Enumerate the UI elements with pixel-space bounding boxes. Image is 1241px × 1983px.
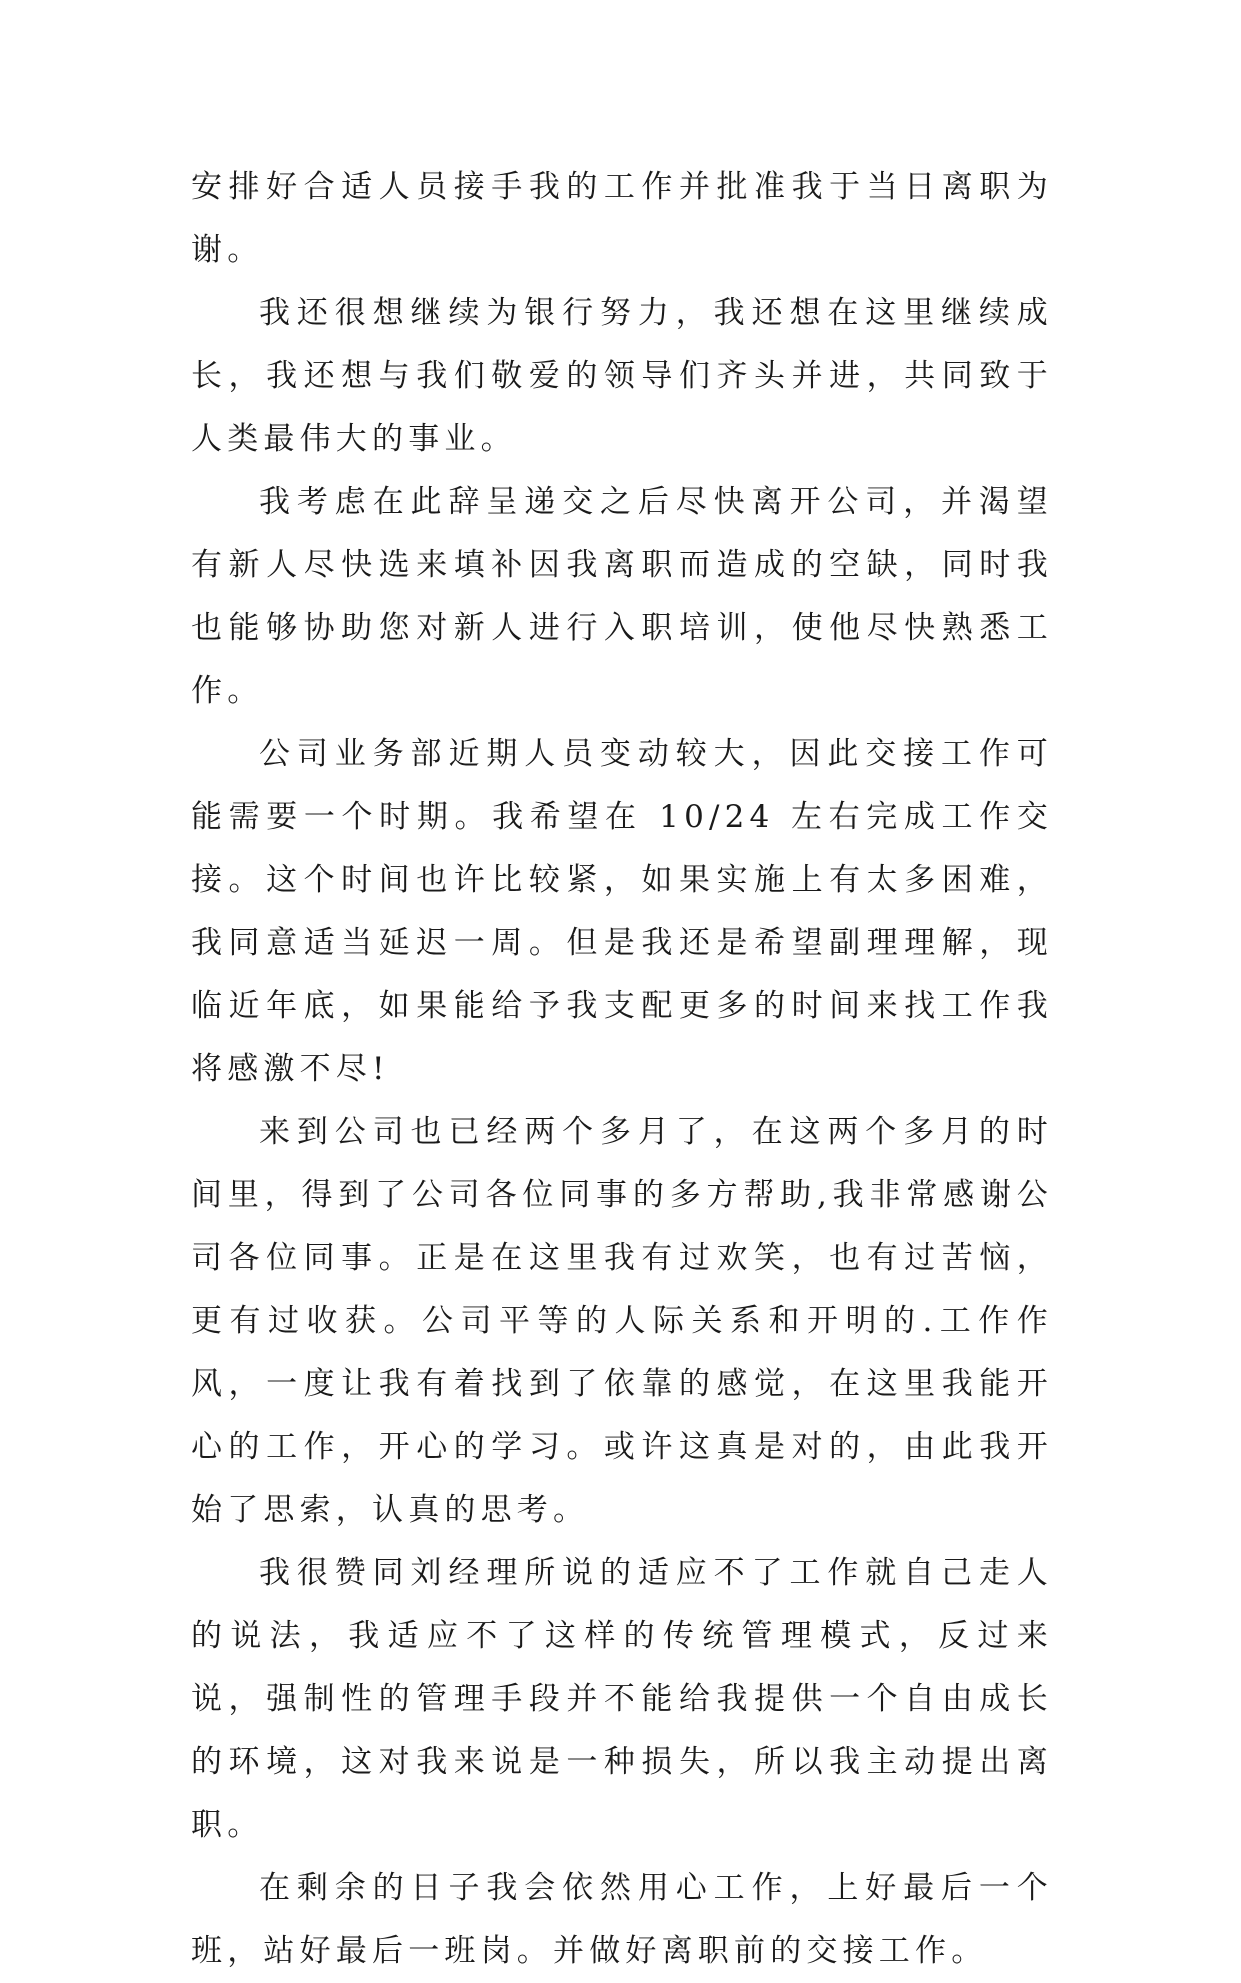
paragraph-5: 来到公司也已经两个多月了，在这两个多月的时间里，得到了公司各位同事的多方帮助,我非常感谢公司各位同事。正是在这里我有过欢笑，也有过苦恼，更有过收获。公司平等的人际关系和开明的.工作作风，一度让我有着找到了依靠的感觉，在这里我能开心的工作，开心的学习。或许这真是对的，由此我开始了思索，认真的思考。 bbox=[191, 1114, 1053, 1528]
paragraph-4: 公司业务部近期人员变动较大，因此交接工作可能需要一个时期。我希望在 10/24 左右完成工作交接。这个时间也许比较紧，如果实施上有太多困难，我同意适当延迟一周。但是我还是希望副理理解，现临近年底，如果能给予我支配更多的时间来找工作我将感激不尽! bbox=[191, 736, 1053, 1087]
paragraph-3: 我考虑在此辞呈递交之后尽快离开公司，并渴望有新人尽快选来填补因我离职而造成的空缺，同时我也能够协助您对新人进行入职培训，使他尽快熟悉工作。 bbox=[191, 484, 1053, 709]
paragraph-7: 在剩余的日子我会依然用心工作，上好最后一个班，站好最后一班岗。并做好离职前的交接工作。 bbox=[191, 1870, 1053, 1969]
paragraph-2: 我还很想继续为银行努力，我还想在这里继续成长，我还想与我们敬爱的领导们齐头并进，共同致于人类最伟大的事业。 bbox=[191, 295, 1053, 457]
letter-body bbox=[191, 156, 1053, 1983]
paragraph-6: 我很赞同刘经理所说的适应不了工作就自己走人的说法，我适应不了这样的传统管理模式，反过来说，强制性的管理手段并不能给我提供一个自由成长的环境，这对我来说是一种损失，所以我主动提出离职。 bbox=[191, 1555, 1053, 1843]
paragraph-1: 安排好合适人员接手我的工作并批准我于当日离职为谢。 bbox=[191, 169, 1053, 268]
